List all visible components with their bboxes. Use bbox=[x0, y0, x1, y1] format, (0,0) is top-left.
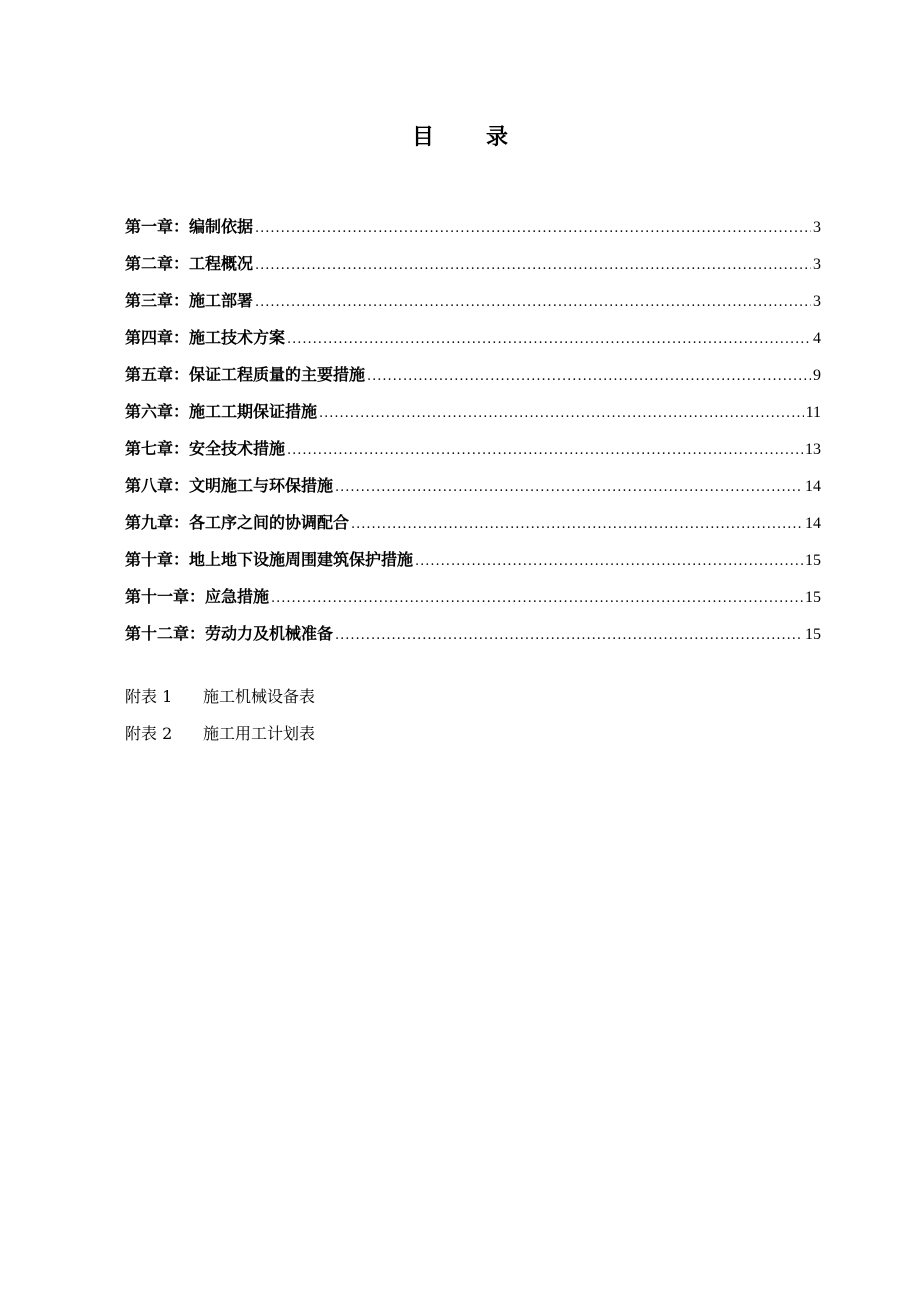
appendix-item[interactable] bbox=[125, 678, 315, 715]
toc-entry-page: 9 bbox=[813, 367, 821, 384]
toc-entry-label: 第八章：文明施工与环保措施 bbox=[125, 476, 334, 495]
toc-entry-page: 14 bbox=[805, 478, 821, 495]
toc-entry-label: 第十一章：应急措施 bbox=[125, 587, 270, 606]
toc-entry[interactable] bbox=[125, 430, 821, 467]
toc-leader-dots bbox=[255, 284, 811, 321]
toc-entry-label: 第二章：工程概况 bbox=[125, 254, 254, 273]
toc-leader-dots bbox=[335, 469, 803, 506]
toc-entry-page: 11 bbox=[805, 404, 821, 421]
table-of-contents bbox=[125, 208, 821, 652]
toc-entry-page: 15 bbox=[805, 589, 821, 606]
page-title-part1: 目 bbox=[411, 124, 434, 150]
toc-entry-page: 14 bbox=[805, 515, 821, 532]
toc-entry-page: 13 bbox=[805, 441, 821, 458]
toc-entry[interactable] bbox=[125, 541, 821, 578]
toc-leader-dots bbox=[255, 210, 811, 247]
toc-entry[interactable] bbox=[125, 356, 821, 393]
toc-leader-dots bbox=[287, 432, 803, 469]
appendix-name: 施工用工计划表 bbox=[203, 724, 316, 743]
toc-entry[interactable] bbox=[125, 578, 821, 615]
toc-entry-label: 第六章：施工工期保证措施 bbox=[125, 402, 318, 421]
toc-entry[interactable] bbox=[125, 504, 821, 541]
toc-entry[interactable] bbox=[125, 467, 821, 504]
toc-entry-page: 4 bbox=[813, 330, 821, 347]
page-title bbox=[0, 120, 920, 151]
appendix-item[interactable] bbox=[125, 715, 315, 752]
toc-leader-dots bbox=[335, 617, 803, 654]
toc-leader-dots bbox=[367, 358, 811, 395]
toc-leader-dots bbox=[287, 321, 811, 358]
toc-entry[interactable] bbox=[125, 615, 821, 652]
toc-entry-label: 第十二章：劳动力及机械准备 bbox=[125, 624, 334, 643]
toc-entry-page: 3 bbox=[813, 256, 821, 273]
toc-leader-dots bbox=[319, 395, 804, 432]
toc-entry-page: 15 bbox=[805, 552, 821, 569]
toc-leader-dots bbox=[271, 580, 803, 617]
toc-leader-dots bbox=[255, 247, 811, 284]
toc-entry-page: 3 bbox=[813, 293, 821, 310]
toc-entry[interactable] bbox=[125, 208, 821, 245]
toc-entry-label: 第四章：施工技术方案 bbox=[125, 328, 286, 347]
toc-entry-label: 第一章：编制依据 bbox=[125, 217, 254, 236]
appendix-code: 附表 1 bbox=[125, 687, 173, 706]
toc-leader-dots bbox=[351, 506, 803, 543]
toc-entry[interactable] bbox=[125, 393, 821, 430]
toc-entry-label: 第十章：地上地下设施周围建筑保护措施 bbox=[125, 550, 414, 569]
page-title-part2: 录 bbox=[486, 124, 509, 150]
toc-entry-label: 第九章：各工序之间的协调配合 bbox=[125, 513, 350, 532]
toc-entry-label: 第五章：保证工程质量的主要措施 bbox=[125, 365, 366, 384]
toc-entry-label: 第三章：施工部署 bbox=[125, 291, 254, 310]
toc-entry-page: 3 bbox=[813, 219, 821, 236]
toc-leader-dots bbox=[415, 543, 803, 580]
appendix-list bbox=[125, 678, 315, 752]
toc-entry[interactable] bbox=[125, 282, 821, 319]
toc-entry-page: 15 bbox=[805, 626, 821, 643]
appendix-name: 施工机械设备表 bbox=[203, 687, 316, 706]
appendix-code: 附表 2 bbox=[125, 724, 173, 743]
toc-entry[interactable] bbox=[125, 245, 821, 282]
toc-entry[interactable] bbox=[125, 319, 821, 356]
toc-entry-label: 第七章：安全技术措施 bbox=[125, 439, 286, 458]
